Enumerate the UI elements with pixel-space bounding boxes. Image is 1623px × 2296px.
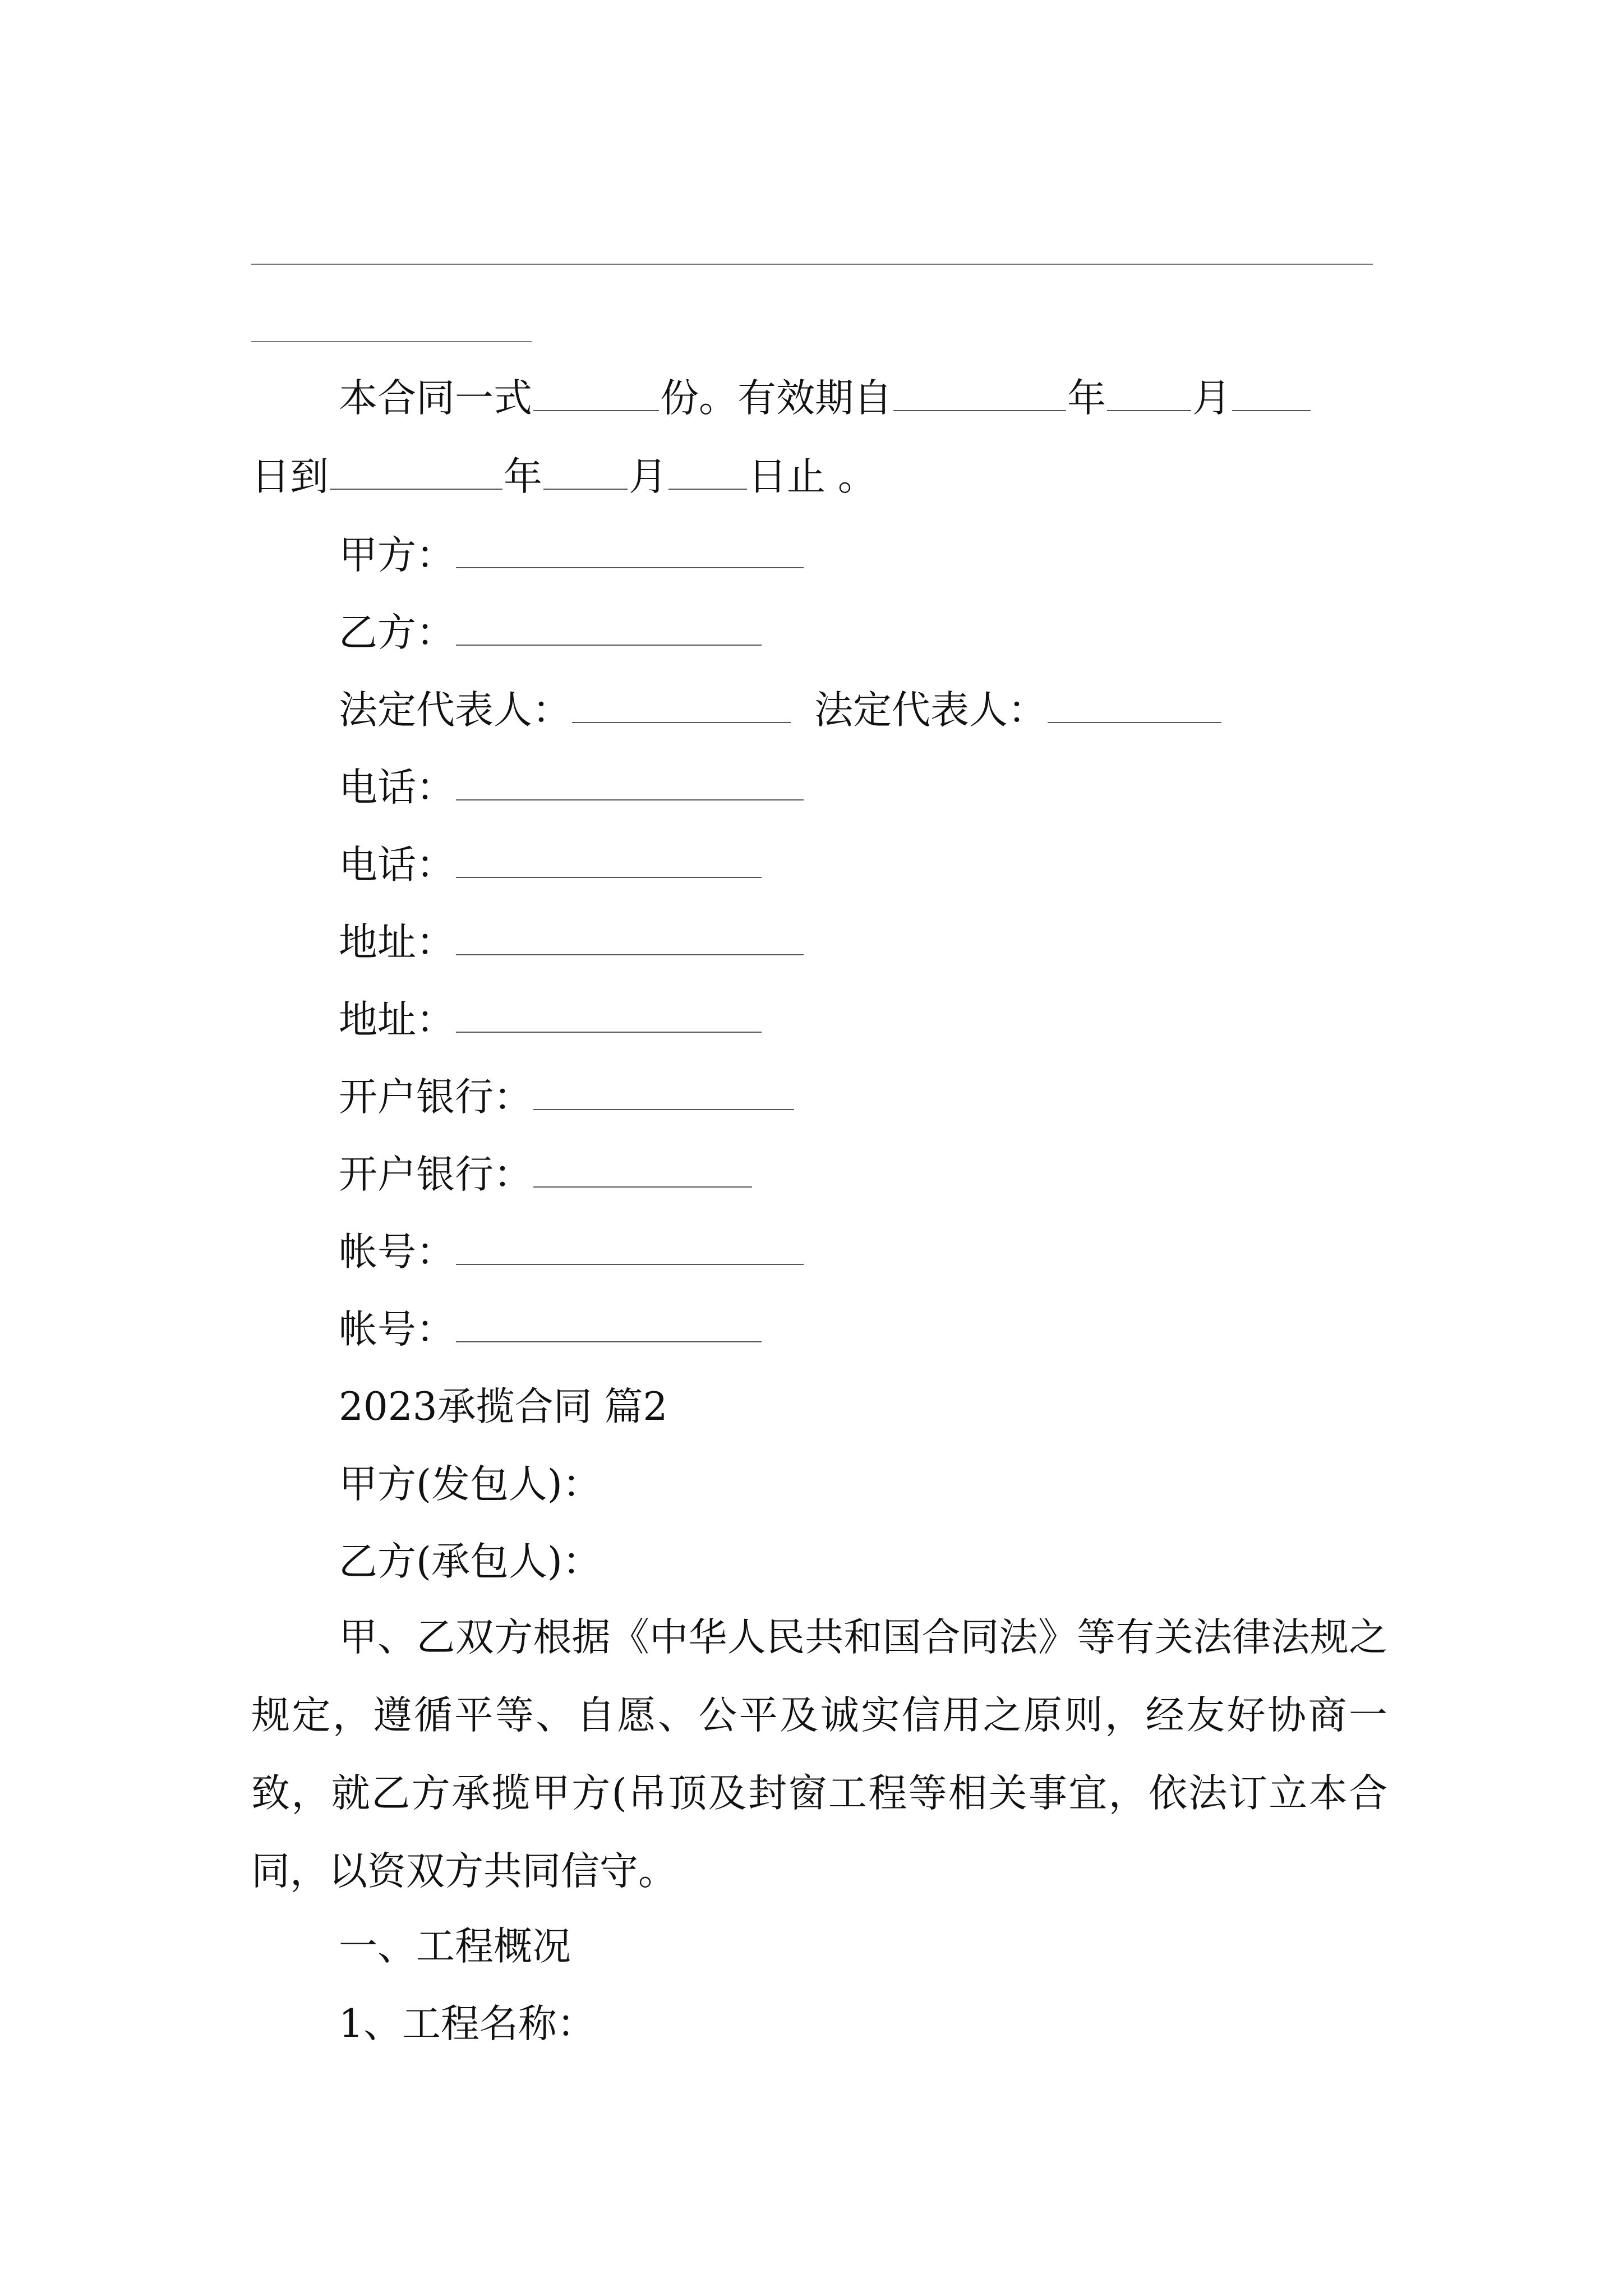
account-a-blank bbox=[456, 1229, 804, 1265]
party-b-blank bbox=[456, 610, 762, 646]
item-1-1-project-name: 1、工程名称： bbox=[339, 2001, 596, 2046]
account-b-line bbox=[339, 1301, 1387, 1358]
legal-rep-b-label: 法定代表人： bbox=[814, 688, 1046, 733]
phone-b-label: 电话： bbox=[339, 843, 455, 887]
bank-a-blank bbox=[533, 1074, 794, 1110]
validity-line-2 bbox=[251, 449, 1387, 505]
bank-b-blank bbox=[533, 1152, 752, 1188]
address-b-blank bbox=[456, 997, 762, 1033]
end-month-blank bbox=[543, 454, 628, 490]
start-month-blank bbox=[1107, 375, 1191, 411]
party-b-label: 乙方： bbox=[339, 610, 455, 655]
account-b-blank bbox=[456, 1306, 762, 1342]
account-a-line bbox=[339, 1224, 1387, 1280]
party-a-blank bbox=[456, 532, 804, 568]
contractor-label: 乙方(承包人)： bbox=[339, 1539, 601, 1584]
validity-line-1 bbox=[339, 370, 1387, 426]
start-year-blank bbox=[893, 375, 1066, 411]
section-heading: 2023承揽合同 篇2 bbox=[339, 1384, 668, 1429]
end-month-label: 月 bbox=[629, 454, 667, 499]
end-day-blank bbox=[668, 454, 747, 490]
day-to-label: 日到 bbox=[251, 454, 329, 499]
bank-b-line bbox=[339, 1147, 1387, 1203]
address-a-label: 地址： bbox=[339, 920, 455, 965]
fill-in-rule-long bbox=[251, 264, 1373, 265]
legal-rep-line bbox=[339, 682, 1387, 738]
address-b-label: 地址： bbox=[339, 997, 455, 1042]
phone-b-blank bbox=[456, 842, 762, 878]
legal-rep-b-blank bbox=[1048, 687, 1221, 723]
phone-a-blank bbox=[456, 765, 804, 800]
end-year-blank bbox=[330, 454, 502, 490]
legal-rep-a-blank bbox=[572, 687, 791, 723]
year-label: 年 bbox=[1067, 376, 1106, 421]
account-b-label: 帐号： bbox=[339, 1307, 455, 1352]
start-day-blank bbox=[1232, 375, 1311, 411]
employer-label: 甲方(发包人)： bbox=[339, 1462, 601, 1507]
party-b-line bbox=[339, 605, 1387, 661]
party-a-line bbox=[339, 527, 1387, 583]
bank-b-label: 开户银行： bbox=[339, 1152, 532, 1197]
phone-a-label: 电话： bbox=[339, 765, 455, 810]
end-year-label: 年 bbox=[504, 454, 542, 499]
phone-a-line bbox=[339, 760, 1387, 816]
address-b-line bbox=[339, 992, 1387, 1048]
phone-b-line bbox=[339, 837, 1387, 893]
fill-in-rule-short bbox=[251, 341, 532, 342]
bank-a-line bbox=[339, 1069, 1387, 1125]
legal-rep-a-label: 法定代表人： bbox=[339, 688, 571, 733]
intro-paragraph: 甲、乙双方根据《中华人民共和国合同法》等有关法律法规之规定，遵循平等、自愿、公平及诚实信用之原则，经友好协商一致，就乙方承揽甲方(吊顶及封窗工程等相关事宜，依法订立本合同，以资双方共同信守。 bbox=[251, 1615, 1387, 1894]
copies-suffix: 份。有效期自 bbox=[660, 376, 892, 421]
copies-prefix: 本合同一式 bbox=[339, 376, 532, 421]
address-a-line bbox=[339, 914, 1387, 970]
item-1-heading: 一、工程概况 bbox=[339, 1924, 571, 1969]
month-label: 月 bbox=[1192, 376, 1231, 421]
day-end-label: 日止 。 bbox=[748, 454, 877, 499]
bank-a-label: 开户银行： bbox=[339, 1075, 532, 1120]
account-a-label: 帐号： bbox=[339, 1230, 455, 1274]
party-a-label: 甲方： bbox=[339, 533, 455, 578]
address-a-blank bbox=[456, 919, 804, 955]
copies-blank bbox=[533, 375, 659, 411]
